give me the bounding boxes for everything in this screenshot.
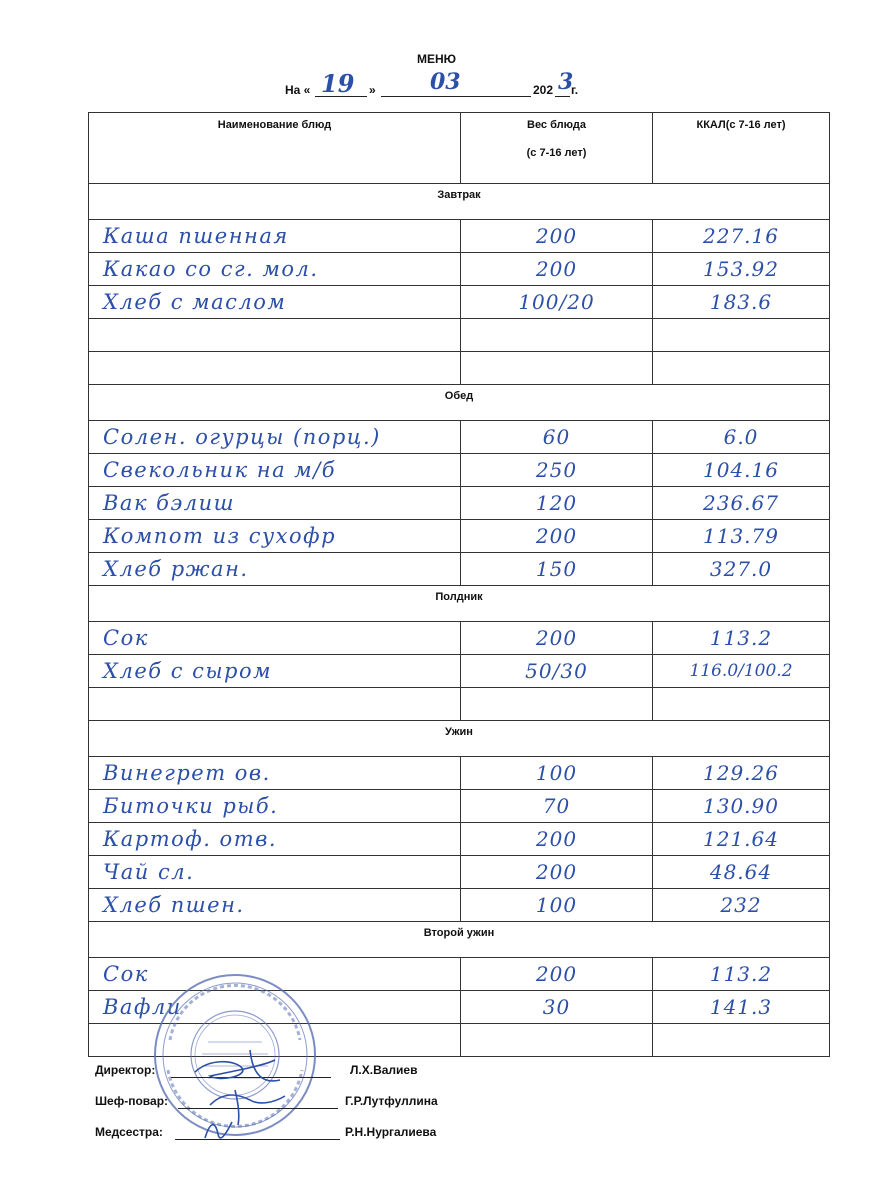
dish-kcal: 236.67: [653, 487, 830, 520]
table-row: [89, 622, 830, 655]
dish-name: Какао со сг. мол.: [89, 253, 461, 286]
dish-name: Винегрет ов.: [89, 757, 461, 790]
table-row: [89, 286, 830, 319]
section-title-snack: Полдник: [89, 586, 830, 622]
signature-role: Шеф-повар:: [95, 1094, 169, 1108]
signature-name: Л.Х.Валиев: [350, 1063, 418, 1077]
dish-weight: 100/20: [461, 286, 653, 319]
table-row: [89, 220, 830, 253]
dish-weight: [461, 688, 653, 721]
dish-name: Хлеб пшен.: [89, 889, 461, 922]
dish-name: Чай сл.: [89, 856, 461, 889]
signature-role: Директор:: [95, 1063, 156, 1077]
table-row: [89, 421, 830, 454]
dish-name: Хлеб с сыром: [89, 655, 461, 688]
dish-name: Картоф. отв.: [89, 823, 461, 856]
dish-kcal: 6.0: [653, 421, 830, 454]
dish-weight: 200: [461, 520, 653, 553]
section-title-dinner: Ужин: [89, 721, 830, 757]
date-line: [285, 69, 605, 99]
menu-table: [88, 112, 830, 1057]
dish-kcal: 113.2: [653, 958, 830, 991]
section-title-second-dinner: Второй ужин: [89, 922, 830, 958]
signature-name: Р.Н.Нургалиева: [345, 1125, 437, 1139]
dish-weight: 100: [461, 889, 653, 922]
dish-kcal: 232: [653, 889, 830, 922]
section-row: [89, 721, 830, 757]
table-row: [89, 757, 830, 790]
dish-weight: [461, 319, 653, 352]
dish-kcal: 141.3: [653, 991, 830, 1024]
dish-name: Вак бэлиш: [89, 487, 461, 520]
section-title-breakfast: Завтрак: [89, 184, 830, 220]
table-row: [89, 454, 830, 487]
section-row: [89, 586, 830, 622]
dish-name: Биточки рыб.: [89, 790, 461, 823]
dish-kcal: [653, 1024, 830, 1057]
header-weight-label: Вес блюда: [527, 119, 586, 131]
dish-weight: 30: [461, 991, 653, 1024]
dish-name: Солен. огурцы (порц.): [89, 421, 461, 454]
month-underline: [381, 96, 531, 97]
dish-kcal: 48.64: [653, 856, 830, 889]
page-title: МЕНЮ: [416, 52, 457, 66]
header-weight: [461, 113, 653, 184]
dish-weight: 100: [461, 757, 653, 790]
signature-name: Г.Р.Лутфуллина: [345, 1094, 438, 1108]
dish-weight: 200: [461, 958, 653, 991]
dish-name: Вафли: [89, 991, 461, 1024]
dish-weight: [461, 1024, 653, 1057]
section-row: [89, 385, 830, 421]
date-month: 03: [430, 69, 461, 95]
dish-kcal: [653, 319, 830, 352]
dish-kcal: 113.79: [653, 520, 830, 553]
dish-name: Свекольник на м/б: [89, 454, 461, 487]
table-header-row: [89, 113, 830, 184]
table-row: [89, 553, 830, 586]
section-row: [89, 184, 830, 220]
dish-weight: 150: [461, 553, 653, 586]
dish-weight: 200: [461, 856, 653, 889]
signature-role: Медсестра:: [95, 1125, 163, 1139]
dish-weight: 70: [461, 790, 653, 823]
dish-kcal: 130.90: [653, 790, 830, 823]
table-row: [89, 487, 830, 520]
dish-weight: 200: [461, 220, 653, 253]
date-year-prefix: 202: [533, 83, 554, 97]
table-row: [89, 790, 830, 823]
table-row: [89, 655, 830, 688]
table-row: [89, 319, 830, 352]
table-row: [89, 352, 830, 385]
dish-kcal: 129.26: [653, 757, 830, 790]
dish-name: [89, 688, 461, 721]
dish-kcal: 153.92: [653, 253, 830, 286]
dish-weight: 50/30: [461, 655, 653, 688]
dish-name: Каша пшенная: [89, 220, 461, 253]
table-row: [89, 823, 830, 856]
dish-kcal: 113.2: [653, 622, 830, 655]
dish-kcal: 327.0: [653, 553, 830, 586]
dish-kcal: [653, 688, 830, 721]
date-year-digit: 3: [558, 69, 574, 95]
handwritten-signature-icon: [180, 1030, 300, 1150]
date-mid: »: [369, 83, 376, 97]
header-name: Наименование блюд: [89, 113, 461, 184]
header-weight-sub: (с 7-16 лет): [526, 147, 587, 159]
dish-kcal: 183.6: [653, 286, 830, 319]
dish-name: Хлеб ржан.: [89, 553, 461, 586]
header-kcal: ККАЛ(с 7-16 лет): [653, 113, 830, 184]
dish-kcal: 116.0/100.2: [653, 655, 830, 688]
dish-weight: [461, 352, 653, 385]
dish-weight: 200: [461, 823, 653, 856]
dish-kcal: [653, 352, 830, 385]
section-title-lunch: Обед: [89, 385, 830, 421]
dish-weight: 200: [461, 253, 653, 286]
section-row: [89, 922, 830, 958]
dish-kcal: 121.64: [653, 823, 830, 856]
dish-name: [89, 319, 461, 352]
table-row: [89, 889, 830, 922]
dish-kcal: 104.16: [653, 454, 830, 487]
dish-weight: 60: [461, 421, 653, 454]
table-row: [89, 253, 830, 286]
dish-weight: 120: [461, 487, 653, 520]
dish-name: Компот из сухофр: [89, 520, 461, 553]
dish-name: Сок: [89, 958, 461, 991]
year-underline: [555, 96, 570, 97]
dish-weight: 250: [461, 454, 653, 487]
table-row: [89, 688, 830, 721]
date-prefix: На «: [285, 83, 311, 97]
dish-kcal: 227.16: [653, 220, 830, 253]
dish-name: Хлеб с маслом: [89, 286, 461, 319]
dish-weight: 200: [461, 622, 653, 655]
date-year-suffix: г.: [571, 83, 579, 97]
dish-name: [89, 352, 461, 385]
dish-name: Сок: [89, 622, 461, 655]
table-row: [89, 856, 830, 889]
table-row: [89, 520, 830, 553]
date-day: 19: [321, 69, 355, 98]
